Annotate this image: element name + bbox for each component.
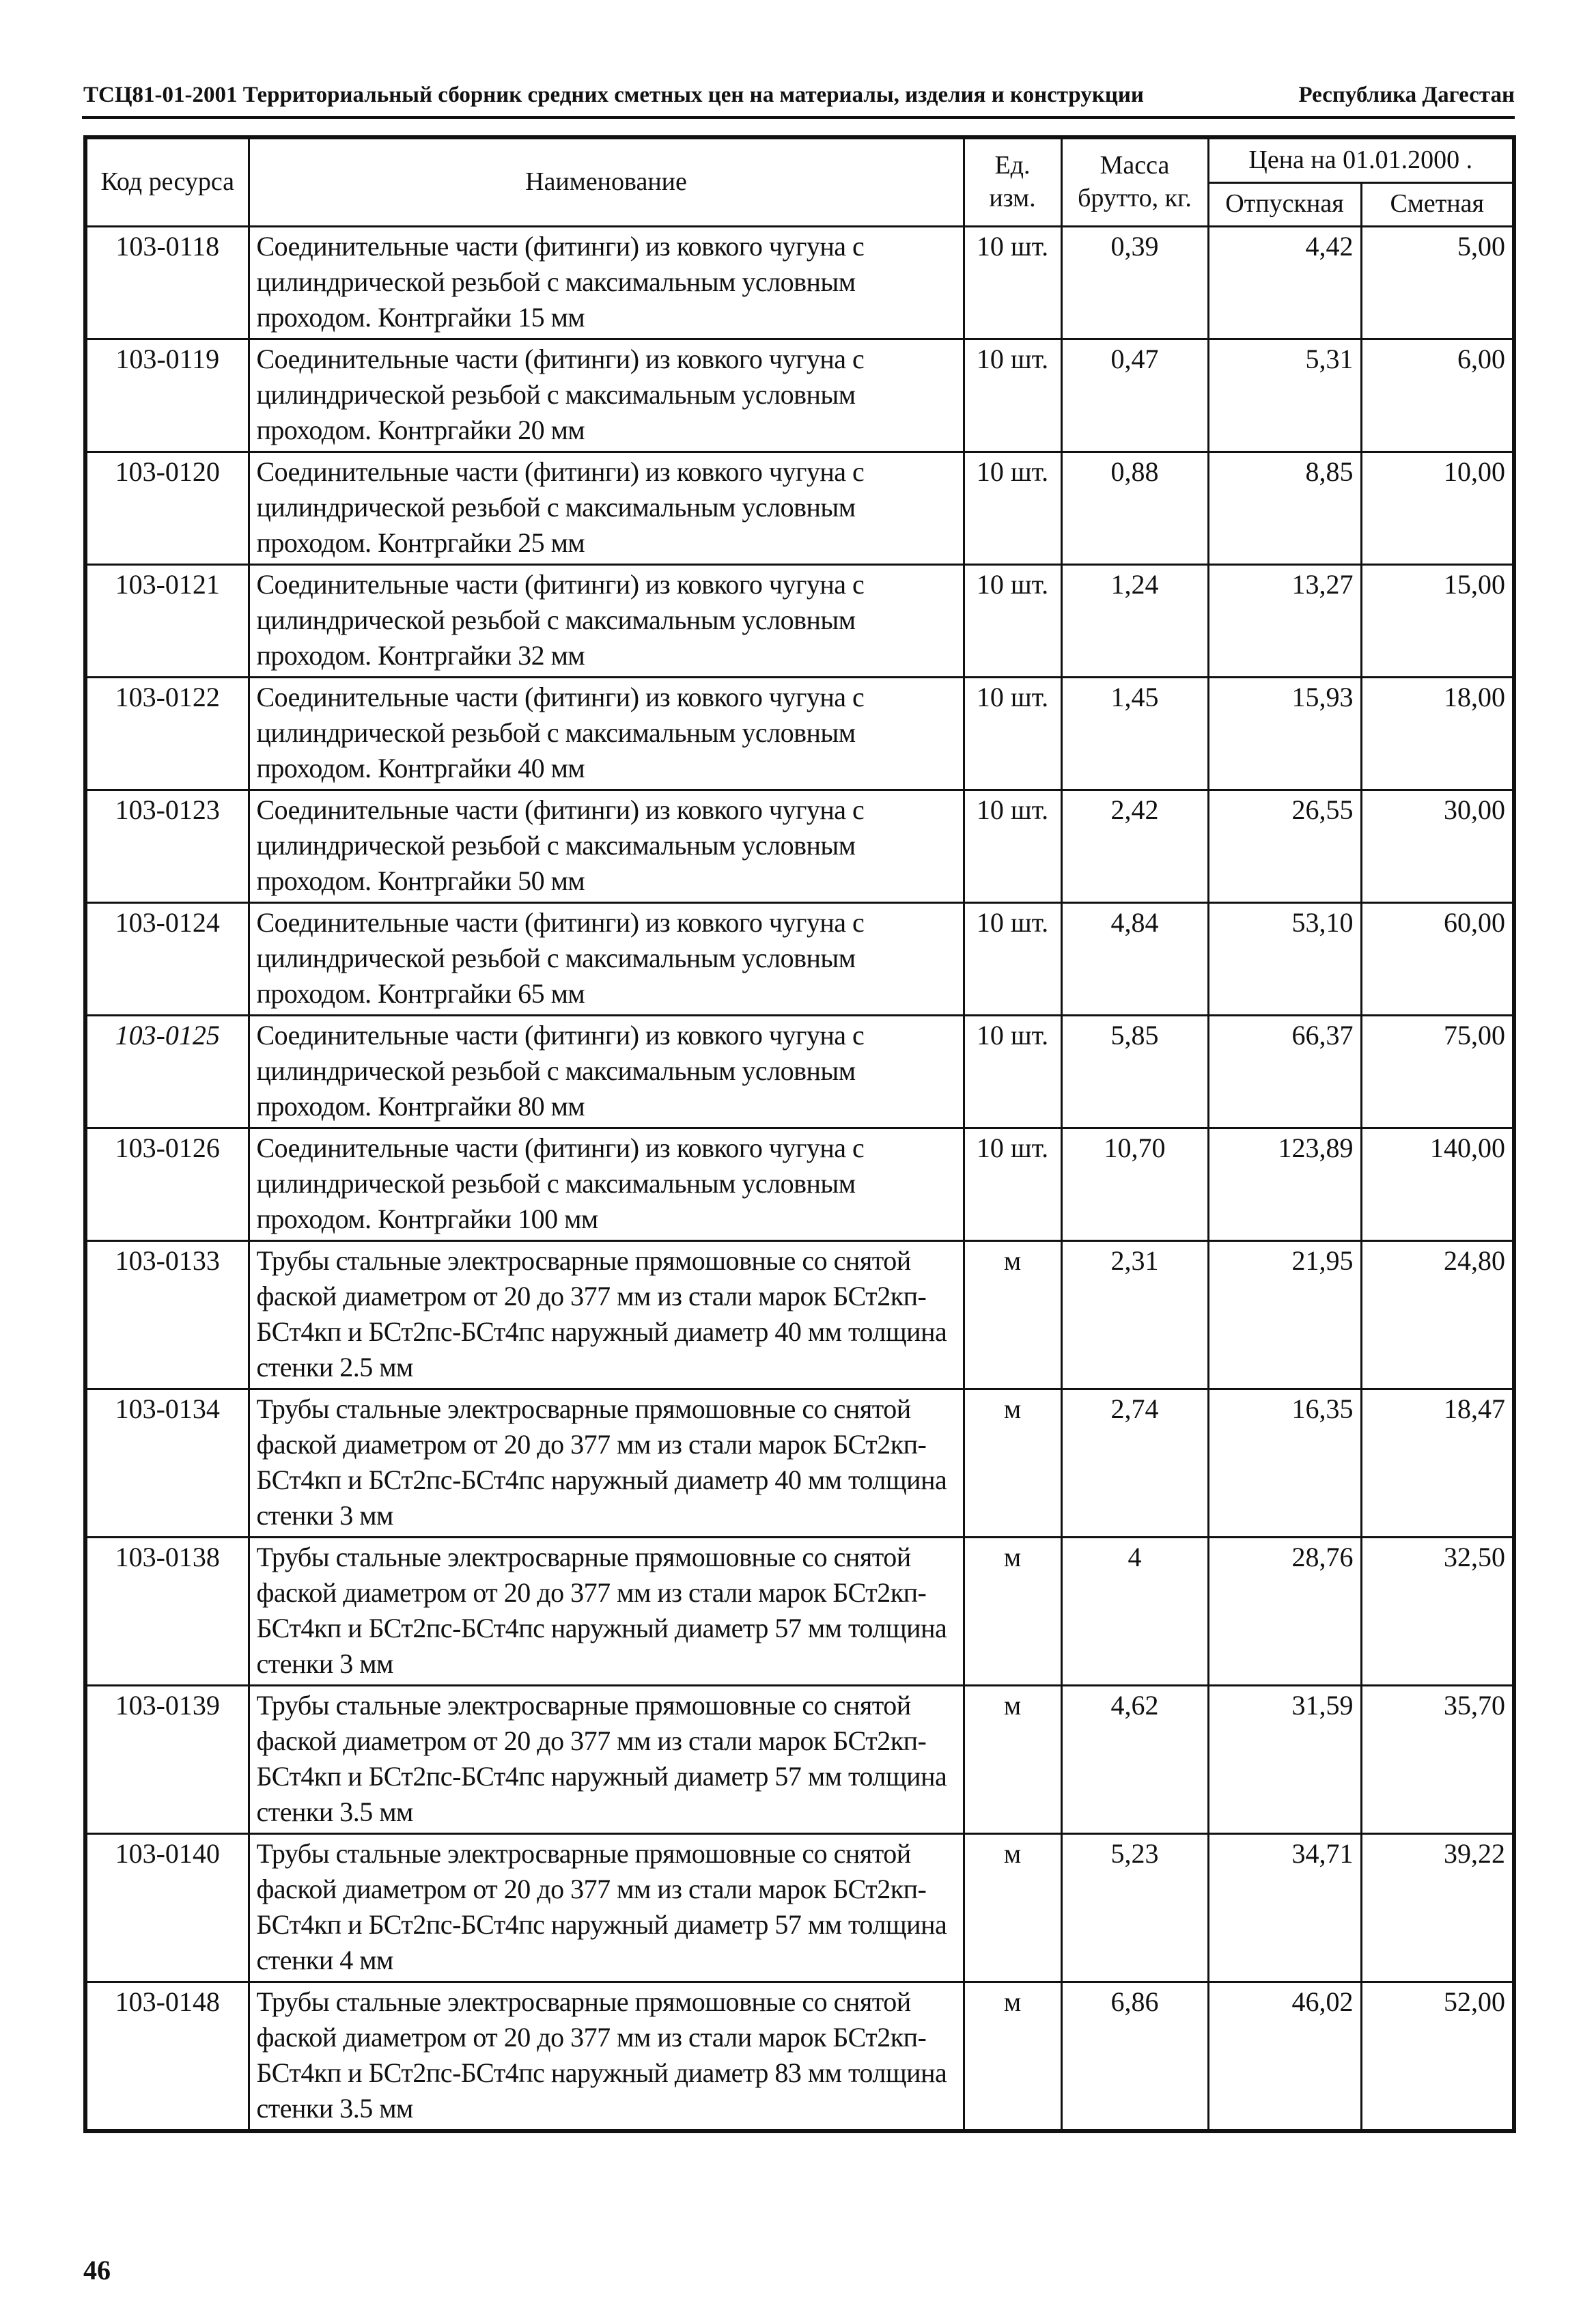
price-table xyxy=(83,135,1516,2133)
header-region: Республика Дагестан xyxy=(1298,83,1515,107)
cell-mass: 1,24 xyxy=(1061,564,1208,677)
cell-name: Соединительные части (фитинги) из ковкого чугуна с цилиндрической резьбой с максимальным условным проходом. Контргайки 25 мм xyxy=(249,452,964,564)
cell-price-estimate: 32,50 xyxy=(1361,1537,1514,1685)
cell-price-estimate: 5,00 xyxy=(1361,226,1514,339)
cell-price-release: 34,71 xyxy=(1208,1833,1361,1982)
cell-mass: 0,88 xyxy=(1061,452,1208,564)
cell-code: 103-0140 xyxy=(85,1833,249,1982)
cell-name: Трубы стальные электросварные прямошовные со снятой фаской диаметром от 20 до 377 мм из стали марок БСт2кп-БСт4кп и БСт2пс-БСт4пс наружный диаметр 57 мм толщина стенки 3.5 мм xyxy=(249,1685,964,1833)
cell-price-estimate: 60,00 xyxy=(1361,902,1514,1015)
table-row xyxy=(85,1685,1514,1833)
col-header-unit-line2: изм. xyxy=(989,183,1036,212)
cell-price-estimate: 75,00 xyxy=(1361,1015,1514,1128)
table-row xyxy=(85,1982,1514,2131)
cell-mass: 4,62 xyxy=(1061,1685,1208,1833)
cell-price-release: 26,55 xyxy=(1208,790,1361,902)
cell-mass: 0,39 xyxy=(1061,226,1208,339)
col-header-code: Код ресурса xyxy=(85,137,249,226)
cell-mass: 1,45 xyxy=(1061,677,1208,790)
cell-code: 103-0118 xyxy=(85,226,249,339)
cell-mass: 4,84 xyxy=(1061,902,1208,1015)
cell-name: Трубы стальные электросварные прямошовные со снятой фаской диаметром от 20 до 377 мм из стали марок БСт2кп-БСт4кп и БСт2пс-БСт4пс наружный диаметр 57 мм толщина стенки 4 мм xyxy=(249,1833,964,1982)
cell-price-release: 46,02 xyxy=(1208,1982,1361,2131)
cell-name: Соединительные части (фитинги) из ковкого чугуна с цилиндрической резьбой с максимальным условным проходом. Контргайки 40 мм xyxy=(249,677,964,790)
table-body xyxy=(85,226,1514,2131)
table-row xyxy=(85,226,1514,339)
cell-name: Соединительные части (фитинги) из ковкого чугуна с цилиндрической резьбой с максимальным условным проходом. Контргайки 15 мм xyxy=(249,226,964,339)
table-row xyxy=(85,1015,1514,1128)
table-row xyxy=(85,452,1514,564)
cell-mass: 2,31 xyxy=(1061,1240,1208,1389)
cell-mass: 4 xyxy=(1061,1537,1208,1685)
cell-code: 103-0148 xyxy=(85,1982,249,2131)
cell-price-estimate: 24,80 xyxy=(1361,1240,1514,1389)
cell-mass: 5,23 xyxy=(1061,1833,1208,1982)
cell-price-release: 123,89 xyxy=(1208,1128,1361,1240)
cell-code: 103-0138 xyxy=(85,1537,249,1685)
header-title: ТСЦ81-01-2001 Территориальный сборник средних сметных цен на материалы, изделия и конструкции xyxy=(83,83,1144,107)
cell-price-release: 15,93 xyxy=(1208,677,1361,790)
cell-price-release: 4,42 xyxy=(1208,226,1361,339)
cell-code: 103-0119 xyxy=(85,339,249,452)
cell-name: Соединительные части (фитинги) из ковкого чугуна с цилиндрической резьбой с максимальным условным проходом. Контргайки 80 мм xyxy=(249,1015,964,1128)
cell-unit: м xyxy=(964,1833,1061,1982)
cell-price-release: 5,31 xyxy=(1208,339,1361,452)
table-row xyxy=(85,1389,1514,1537)
cell-code: 103-0126 xyxy=(85,1128,249,1240)
cell-name: Соединительные части (фитинги) из ковкого чугуна с цилиндрической резьбой с максимальным условным проходом. Контргайки 100 мм xyxy=(249,1128,964,1240)
cell-unit: м xyxy=(964,1389,1061,1537)
cell-price-estimate: 30,00 xyxy=(1361,790,1514,902)
col-header-unit xyxy=(964,137,1061,226)
cell-price-release: 53,10 xyxy=(1208,902,1361,1015)
table-row xyxy=(85,1537,1514,1685)
cell-code: 103-0122 xyxy=(85,677,249,790)
cell-mass: 6,86 xyxy=(1061,1982,1208,2131)
cell-mass: 10,70 xyxy=(1061,1128,1208,1240)
cell-unit: 10 шт. xyxy=(964,790,1061,902)
cell-price-estimate: 15,00 xyxy=(1361,564,1514,677)
cell-price-estimate: 18,47 xyxy=(1361,1389,1514,1537)
cell-unit: 10 шт. xyxy=(964,902,1061,1015)
col-header-name: Наименование xyxy=(249,137,964,226)
cell-mass: 0,47 xyxy=(1061,339,1208,452)
table-row xyxy=(85,564,1514,677)
col-header-unit-line1: Ед. xyxy=(994,151,1031,180)
cell-unit: м xyxy=(964,1240,1061,1389)
cell-price-estimate: 6,00 xyxy=(1361,339,1514,452)
table-row xyxy=(85,1240,1514,1389)
col-header-mass xyxy=(1061,137,1208,226)
cell-unit: м xyxy=(964,1685,1061,1833)
col-header-mass-line2: брутто, кг. xyxy=(1078,183,1192,212)
table-row xyxy=(85,1128,1514,1240)
cell-unit: м xyxy=(964,1982,1061,2131)
page-number: 46 xyxy=(83,2255,111,2286)
cell-name: Соединительные части (фитинги) из ковкого чугуна с цилиндрической резьбой с максимальным условным проходом. Контргайки 50 мм xyxy=(249,790,964,902)
cell-name: Соединительные части (фитинги) из ковкого чугуна с цилиндрической резьбой с максимальным условным проходом. Контргайки 20 мм xyxy=(249,339,964,452)
cell-name: Трубы стальные электросварные прямошовные со снятой фаской диаметром от 20 до 377 мм из стали марок БСт2кп-БСт4кп и БСт2пс-БСт4пс наружный диаметр 57 мм толщина стенки 3 мм xyxy=(249,1537,964,1685)
cell-code: 103-0139 xyxy=(85,1685,249,1833)
cell-unit: 10 шт. xyxy=(964,677,1061,790)
cell-unit: 10 шт. xyxy=(964,1128,1061,1240)
cell-name: Трубы стальные электросварные прямошовные со снятой фаской диаметром от 20 до 377 мм из стали марок БСт2кп-БСт4кп и БСт2пс-БСт4пс наружный диаметр 40 мм толщина стенки 3 мм xyxy=(249,1389,964,1537)
page-header xyxy=(83,74,1515,108)
cell-code: 103-0120 xyxy=(85,452,249,564)
cell-price-estimate: 140,00 xyxy=(1361,1128,1514,1240)
table-row xyxy=(85,339,1514,452)
cell-code: 103-0124 xyxy=(85,902,249,1015)
cell-price-release: 28,76 xyxy=(1208,1537,1361,1685)
cell-price-estimate: 52,00 xyxy=(1361,1982,1514,2131)
cell-unit: м xyxy=(964,1537,1061,1685)
cell-price-release: 31,59 xyxy=(1208,1685,1361,1833)
table-row xyxy=(85,677,1514,790)
cell-code: 103-0121 xyxy=(85,564,249,677)
table-row xyxy=(85,1833,1514,1982)
cell-price-estimate: 39,22 xyxy=(1361,1833,1514,1982)
header-divider xyxy=(82,116,1515,119)
cell-code: 103-0133 xyxy=(85,1240,249,1389)
cell-name: Соединительные части (фитинги) из ковкого чугуна с цилиндрической резьбой с максимальным условным проходом. Контргайки 65 мм xyxy=(249,902,964,1015)
cell-unit: 10 шт. xyxy=(964,339,1061,452)
cell-code: 103-0123 xyxy=(85,790,249,902)
cell-price-release: 8,85 xyxy=(1208,452,1361,564)
cell-price-release: 21,95 xyxy=(1208,1240,1361,1389)
cell-code: 103-0125 xyxy=(85,1015,249,1128)
cell-code: 103-0134 xyxy=(85,1389,249,1537)
table-row xyxy=(85,902,1514,1015)
cell-price-release: 16,35 xyxy=(1208,1389,1361,1537)
table-row xyxy=(85,790,1514,902)
cell-name: Трубы стальные электросварные прямошовные со снятой фаской диаметром от 20 до 377 мм из стали марок БСт2кп-БСт4кп и БСт2пс-БСт4пс наружный диаметр 40 мм толщина стенки 2.5 мм xyxy=(249,1240,964,1389)
table-header xyxy=(85,137,1514,226)
col-header-price-release: Отпускная xyxy=(1208,182,1361,226)
cell-unit: 10 шт. xyxy=(964,564,1061,677)
col-header-price-group: Цена на 01.01.2000 . xyxy=(1208,137,1514,182)
cell-unit: 10 шт. xyxy=(964,1015,1061,1128)
cell-price-release: 66,37 xyxy=(1208,1015,1361,1128)
cell-price-estimate: 10,00 xyxy=(1361,452,1514,564)
cell-price-release: 13,27 xyxy=(1208,564,1361,677)
cell-name: Соединительные части (фитинги) из ковкого чугуна с цилиндрической резьбой с максимальным условным проходом. Контргайки 32 мм xyxy=(249,564,964,677)
col-header-mass-line1: Масса xyxy=(1100,151,1170,180)
cell-price-estimate: 18,00 xyxy=(1361,677,1514,790)
cell-mass: 2,42 xyxy=(1061,790,1208,902)
cell-name: Трубы стальные электросварные прямошовные со снятой фаской диаметром от 20 до 377 мм из стали марок БСт2кп-БСт4кп и БСт2пс-БСт4пс наружный диаметр 83 мм толщина стенки 3.5 мм xyxy=(249,1982,964,2131)
cell-unit: 10 шт. xyxy=(964,226,1061,339)
cell-price-estimate: 35,70 xyxy=(1361,1685,1514,1833)
cell-mass: 5,85 xyxy=(1061,1015,1208,1128)
col-header-price-estimate: Сметная xyxy=(1361,182,1514,226)
cell-mass: 2,74 xyxy=(1061,1389,1208,1537)
cell-unit: 10 шт. xyxy=(964,452,1061,564)
